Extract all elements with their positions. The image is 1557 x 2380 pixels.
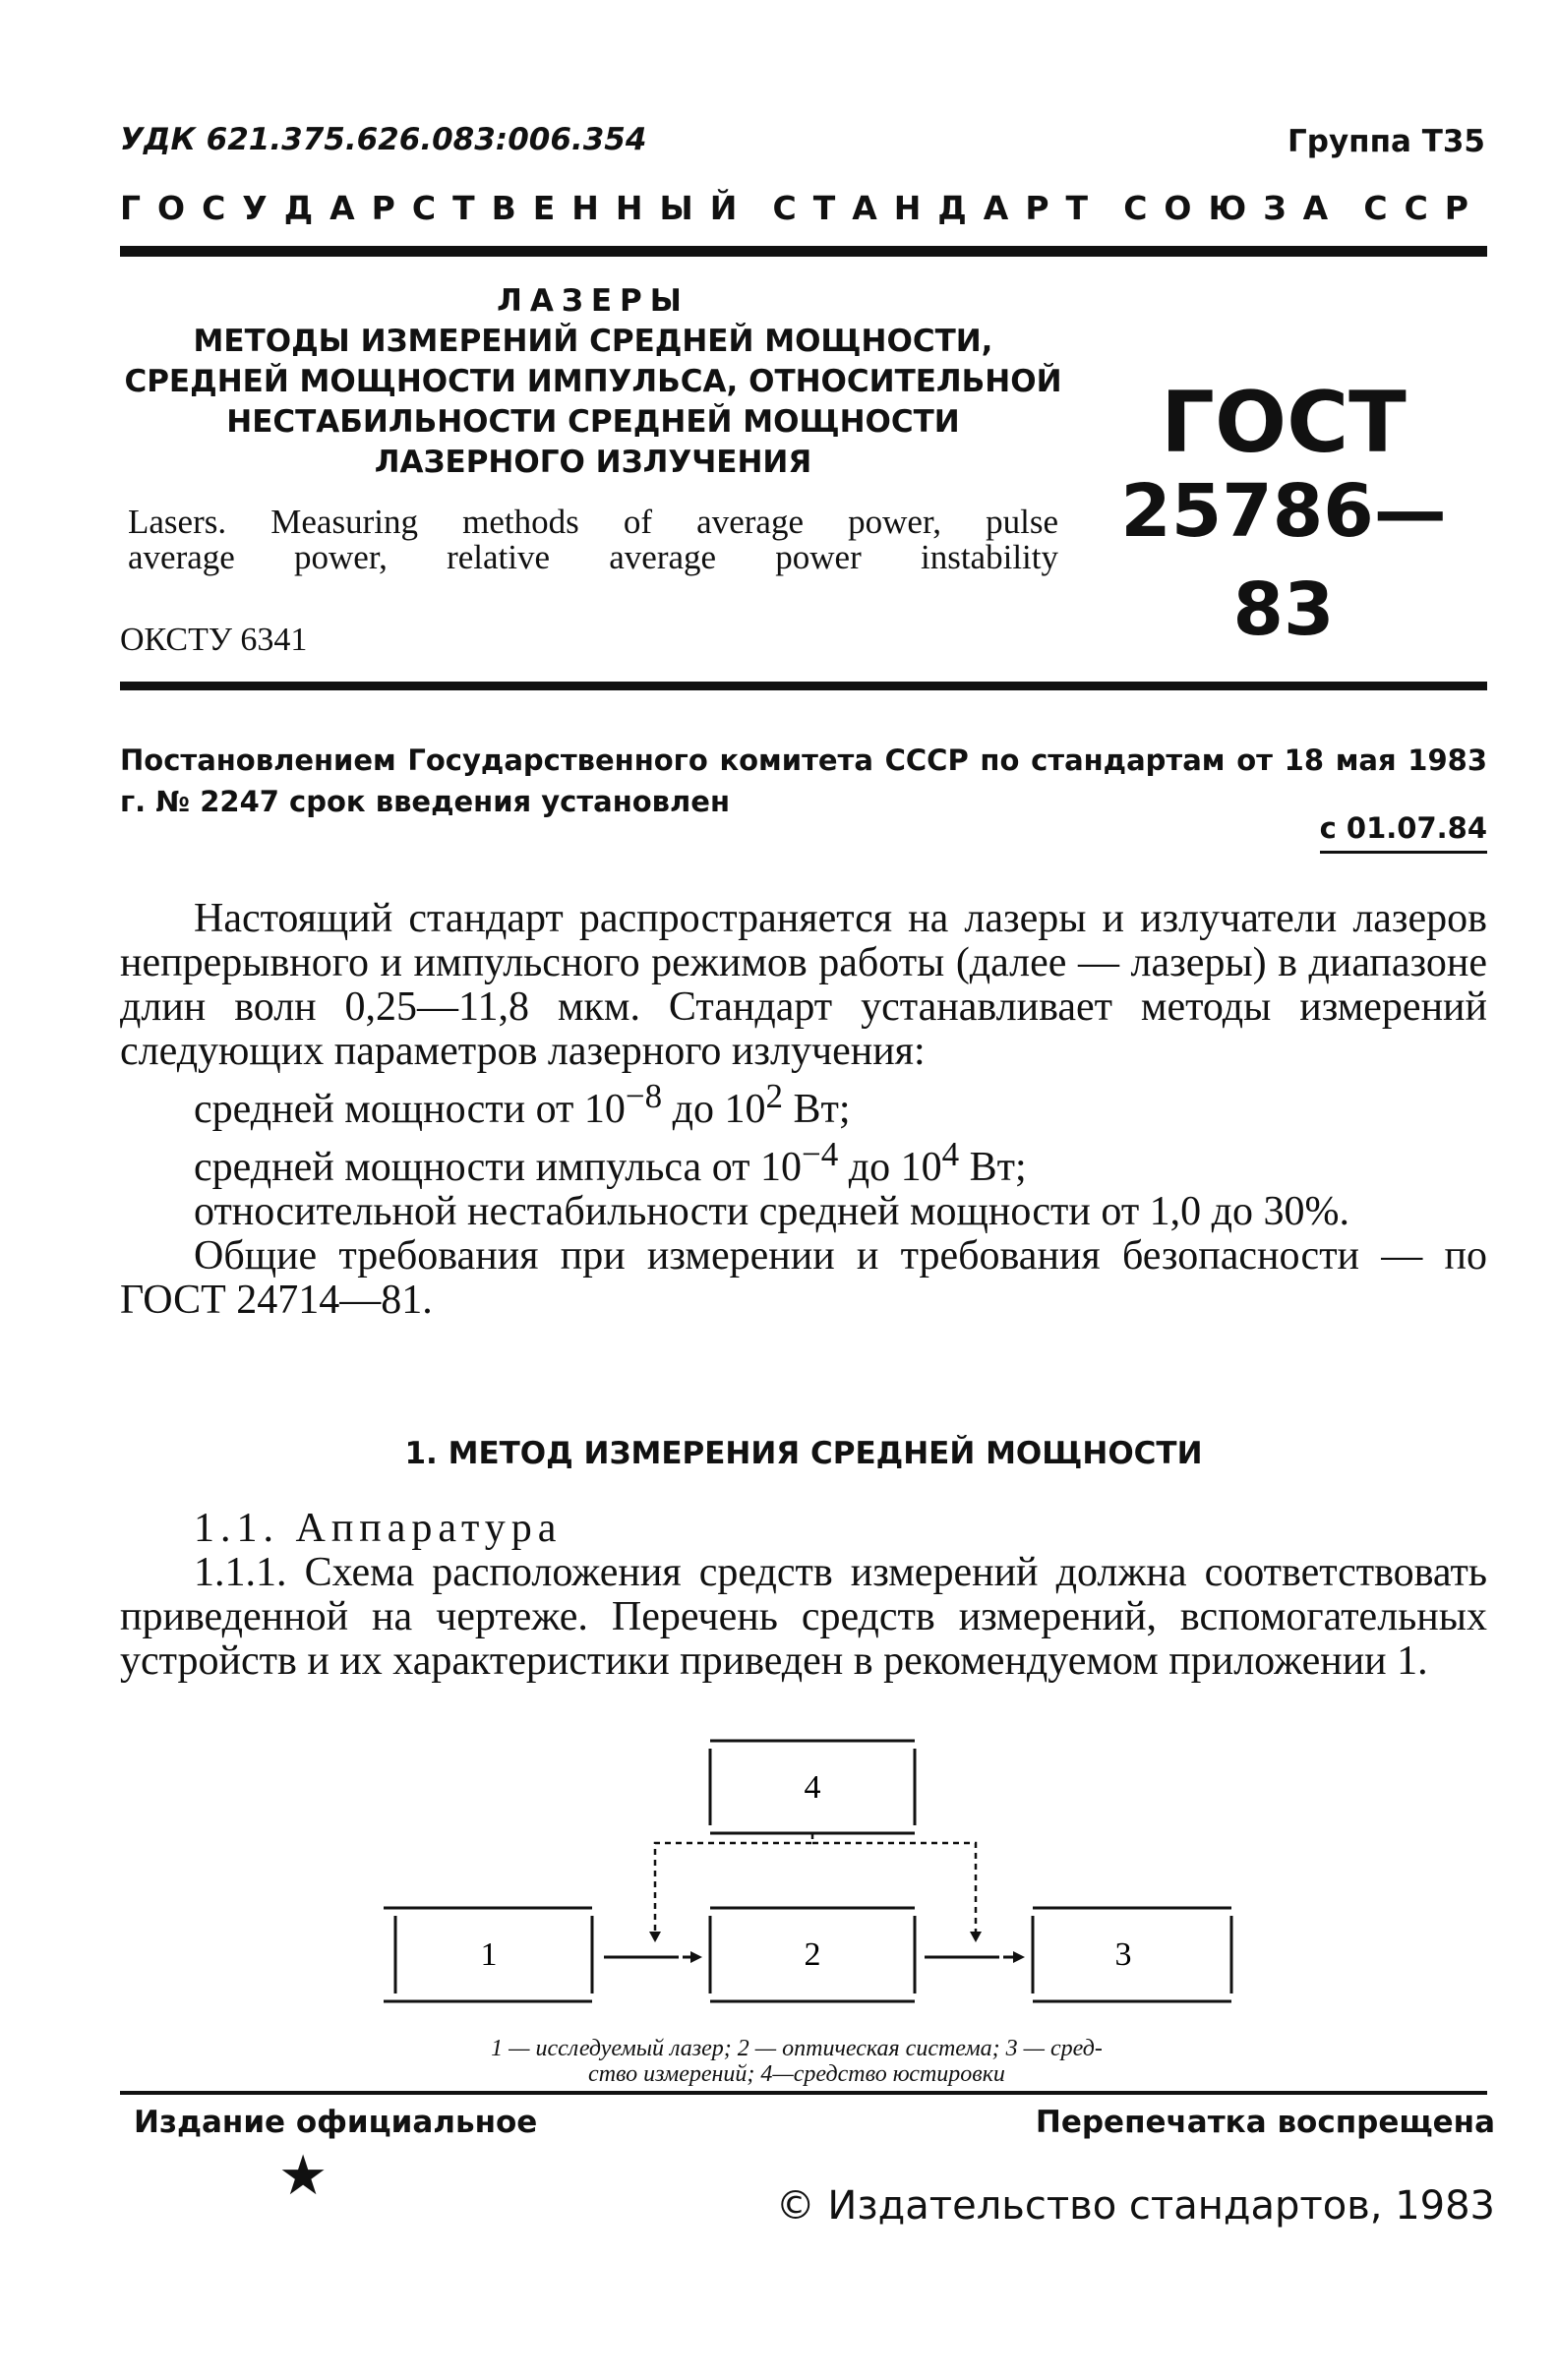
alignment-dashed-links [655, 1833, 976, 1933]
title-line-1: ЛАЗЕРЫ [497, 283, 689, 319]
copyright-notice: © Издательство стандартов, 1983 [775, 2183, 1495, 2229]
arrow-down-to-link-1 [649, 1932, 661, 1942]
box-3-label: 3 [1114, 1936, 1132, 1973]
box-1-laser [384, 1908, 592, 2001]
title-english-line-1: Lasers. Measuring methods of average power, pulse [128, 503, 1058, 541]
state-standard-heading [120, 189, 1485, 227]
title-english-line-2: average power, relative average power instability [128, 538, 1058, 576]
header-divider [120, 682, 1487, 690]
diagram-caption [334, 2036, 1259, 2087]
state-standard-word-2: СТАНДАРТ [772, 189, 1106, 227]
section-1-text [120, 1507, 1487, 1684]
udk-code: УДК 621.375.626.083:006.354 [120, 122, 647, 157]
title-line-2: МЕТОДЫ ИЗМЕРЕНИЙ СРЕДНЕЙ МОЩНОСТИ, [193, 324, 993, 359]
group-code: Группа Т35 [1288, 124, 1485, 159]
box-4-label: 4 [804, 1769, 821, 1806]
reprint-prohibited: Перепечатка воспрещена [1035, 2105, 1495, 2140]
title-block [120, 281, 1066, 575]
state-standard-word-4: ССР [1363, 189, 1485, 227]
intro-paragraph-1: Настоящий стандарт распространяется на лазеры и излучатели лазеров непрерывного и импульсного режимов работы (далее — лазеры) в диапазоне длин волн 0,25—11,8 мкм. Стандарт устанавливает методы измерений следующих параметров лазерного излучения: [120, 896, 1487, 1074]
intro-list-item-1: средней мощности от $10^{-8}$ до $10^2$ Вт; [194, 1077, 851, 1132]
section-1-title: 1. МЕТОД ИЗМЕРЕНИЯ СРЕДНЕЙ МОЩНОСТИ [404, 1436, 1203, 1471]
title-line-5: ЛАЗЕРНОГО ИЗЛУЧЕНИЯ [374, 445, 812, 480]
caption-line-1: 1 — исследуемый лазер; 2 — оптическая система; 3 — сред- [491, 2036, 1103, 2061]
star-icon: ★ [278, 2144, 329, 2208]
intro-list-item-3: относительной нестабильности средней мощности от 1,0 до 30%. [194, 1189, 1350, 1234]
section-1-paragraph: 1.1.1. Схема расположения средств измерений должна соответствовать приведенной на чертеже. Перечень средств измерений, вспомогательных устройств и их характеристики приведен в рекомендуемом приложении 1. [120, 1550, 1487, 1684]
box-4-alignment [710, 1741, 915, 1833]
caption-line-2: ство измерений; 4—средство юстировки [588, 2061, 1005, 2087]
box-2-optical-system [710, 1908, 915, 2001]
intro-paragraph-2: Общие требования при измерении и требования безопасности — по ГОСТ 24714—81. [120, 1233, 1487, 1323]
gost-label: ГОСТ [1161, 374, 1407, 472]
intro-list-item-2: средней мощности импульса от $10^{-4}$ до $10^4$ Вт; [194, 1135, 1027, 1190]
beam-arrow-2-to-3 [925, 1951, 1025, 1963]
decree-text: Постановлением Государственного комитета СССР по стандартам от 18 мая 1983 г. № 2247 срок введения установлен [120, 744, 1487, 818]
box-1-label: 1 [480, 1936, 498, 1973]
title-line-4: НЕСТАБИЛЬНОСТИ СРЕДНЕЙ МОЩНОСТИ [226, 404, 960, 440]
official-edition: Издание официальное [134, 2105, 538, 2140]
gost-number: 25786—83 [1120, 469, 1447, 652]
box-2-label: 2 [804, 1936, 821, 1973]
effective-date: с 01.07.84 [1320, 811, 1487, 854]
arrow-down-to-link-2 [970, 1932, 982, 1942]
beam-arrow-1-to-2 [604, 1951, 702, 1963]
title-line-3: СРЕДНЕЙ МОЩНОСТИ ИМПУЛЬСА, ОТНОСИТЕЛЬНОЙ [124, 364, 1062, 399]
state-standard-word-1: ГОСУДАРСТВЕННЫЙ [120, 189, 754, 227]
top-divider [120, 246, 1487, 257]
intro-text [120, 897, 1487, 1323]
box-3-measuring-device [1033, 1908, 1231, 2001]
state-standard-word-3: СОЮЗА [1123, 189, 1346, 227]
okstu-code: ОКСТУ 6341 [120, 622, 308, 658]
subsection-heading: 1.1. Аппаратура [194, 1506, 563, 1551]
footer-divider [120, 2091, 1487, 2095]
title-english [120, 505, 1066, 575]
measurement-scheme-diagram [384, 1739, 1249, 2063]
